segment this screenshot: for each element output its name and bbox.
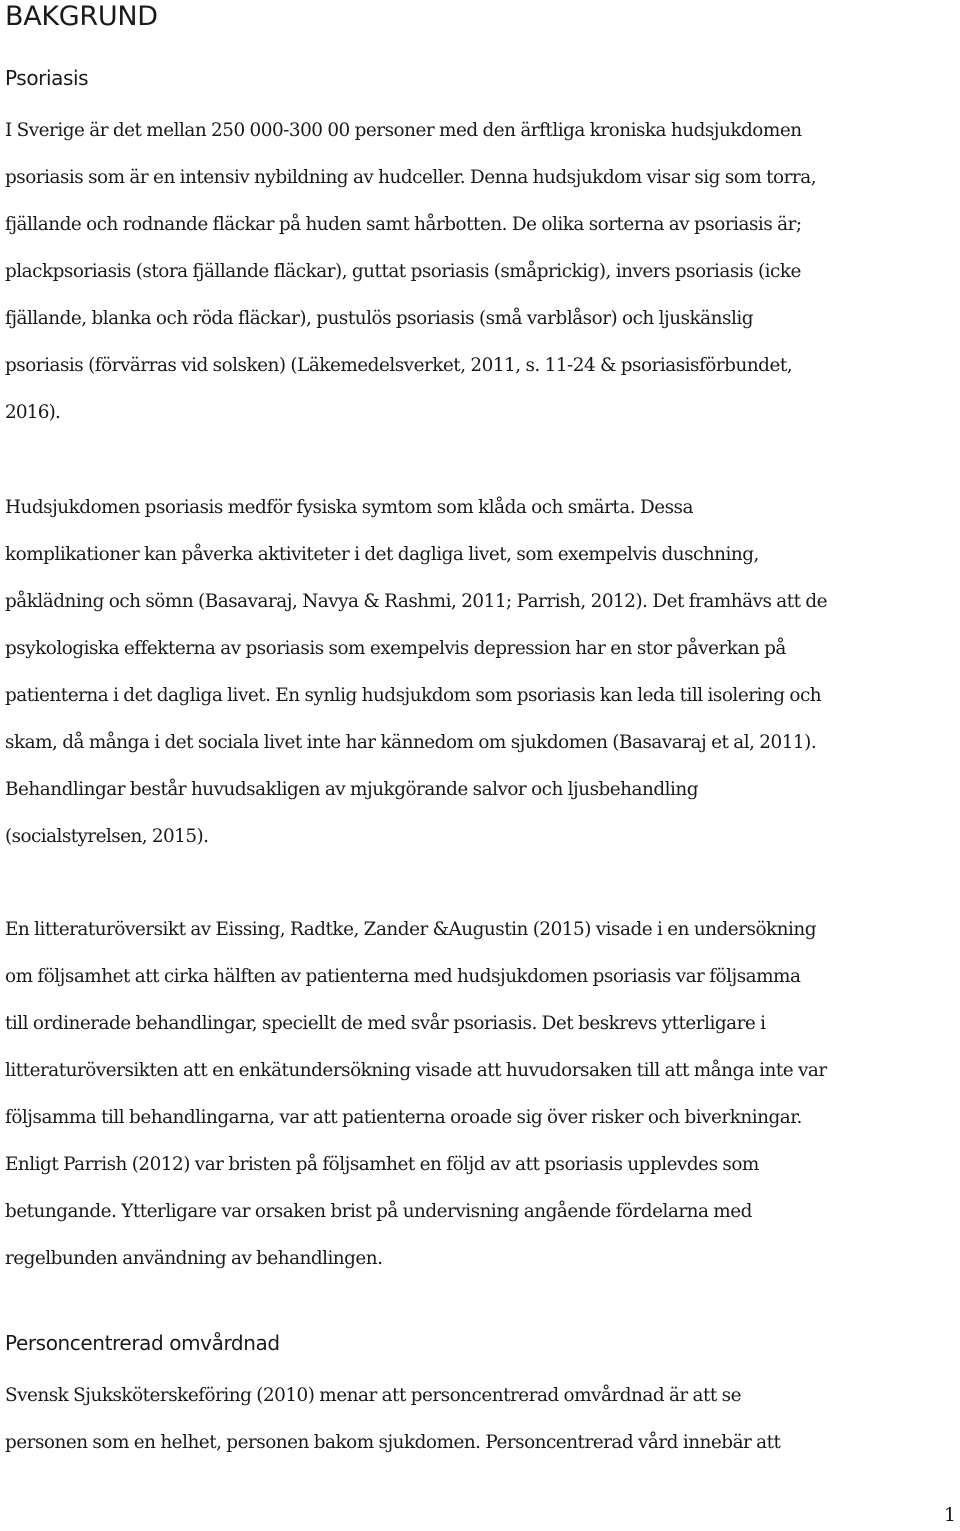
paragraph-psoriasis-intro xyxy=(5,107,957,436)
text-line: psoriasis som är en intensiv nybildning av hudceller. Denna hudsjukdom visar sig som torra, xyxy=(5,167,817,188)
text-line: En litteraturöversikt av Eissing, Radtke, Zander &Augustin (2015) visade i en undersökning xyxy=(5,919,817,940)
text-line: skam, då många i det sociala livet inte har kännedom om sjukdomen (Basavaraj et al, 2011). xyxy=(5,732,817,753)
main-heading: BAKGRUND xyxy=(5,1,158,32)
text-line: patienterna i det dagliga livet. En synlig hudsjukdom som psoriasis kan leda till isolering och xyxy=(5,685,822,706)
text-line: psykologiska effekterna av psoriasis som exempelvis depression har en stor påverkan på xyxy=(5,638,786,659)
paragraph-psoriasis-symptoms xyxy=(5,484,957,860)
text-line: I Sverige är det mellan 250 000-300 00 personer med den ärftliga kroniska hudsjukdomen xyxy=(5,120,802,141)
text-line: fjällande och rodnande fläckar på huden samt hårbotten. De olika sorterna av psoriasis är; xyxy=(5,214,802,235)
text-line: Behandlingar består huvudsakligen av mjukgörande salvor och ljusbehandling xyxy=(5,779,699,800)
page-number: 1 xyxy=(943,1504,956,1526)
text-line: till ordinerade behandlingar, speciellt de med svår psoriasis. Det beskrevs ytterligare i xyxy=(5,1013,766,1034)
text-line: om följsamhet att cirka hälften av patienterna med hudsjukdomen psoriasis var följsamma xyxy=(5,966,801,987)
text-line: komplikationer kan påverka aktiviteter i det dagliga livet, som exempelvis duschning, xyxy=(5,544,759,565)
text-line: (socialstyrelsen, 2015). xyxy=(5,826,209,847)
text-line: regelbunden användning av behandlingen. xyxy=(5,1248,383,1269)
text-line: psoriasis (förvärras vid solsken) (Läkemedelsverket, 2011, s. 11-24 & psoriasisförbundet, xyxy=(5,355,793,376)
text-line: Enligt Parrish (2012) var bristen på följsamhet en följd av att psoriasis upplevdes som xyxy=(5,1154,759,1175)
text-line: Hudsjukdomen psoriasis medför fysiska symtom som klåda och smärta. Dessa xyxy=(5,497,693,518)
paragraph-person-centered-care xyxy=(5,1372,957,1466)
text-line: betungande. Ytterligare var orsaken brist på undervisning angående fördelarna med xyxy=(5,1201,752,1222)
text-line: personen som en helhet, personen bakom sjukdomen. Personcentrerad vård innebär att xyxy=(5,1432,781,1453)
text-line: litteraturöversikten att en enkätundersökning visade att huvudorsaken till att många inte var xyxy=(5,1060,827,1081)
text-line: 2016). xyxy=(5,402,61,423)
paragraph-adherence xyxy=(5,906,957,1282)
section-heading-psoriasis: Psoriasis xyxy=(5,66,89,90)
text-line: påklädning och sömn (Basavaraj, Navya & Rashmi, 2011; Parrish, 2012). Det framhävs att de xyxy=(5,591,828,612)
text-line: plackpsoriasis (stora fjällande fläckar), guttat psoriasis (småprickig), invers psoriasis (icke xyxy=(5,261,801,282)
text-line: följsamma till behandlingarna, var att patienterna oroade sig över risker och biverkningar. xyxy=(5,1107,802,1128)
text-line: Svensk Sjuksköterskeföring (2010) menar att personcentrerad omvårdnad är att se xyxy=(5,1385,741,1406)
section-heading-person-centered-care: Personcentrerad omvårdnad xyxy=(5,1331,280,1355)
text-line: fjällande, blanka och röda fläckar), pustulös psoriasis (små varblåsor) och ljuskänslig xyxy=(5,308,753,329)
